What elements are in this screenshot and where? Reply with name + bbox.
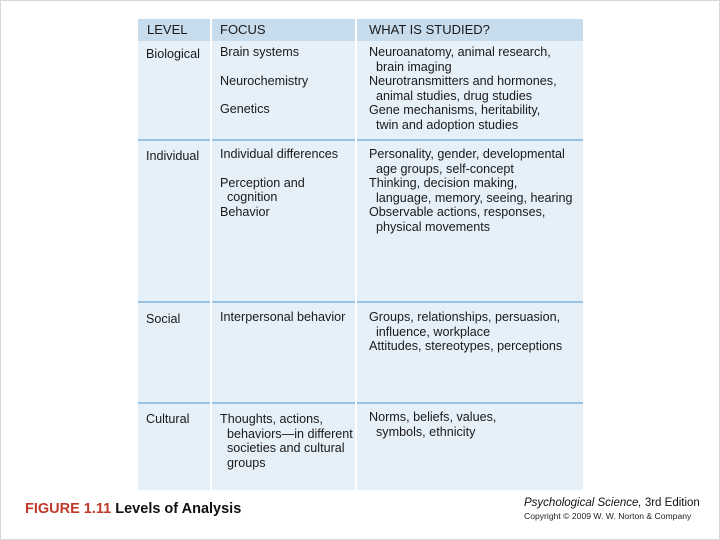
copyright-notice: Copyright © 2009 W. W. Norton & Company [524,511,692,521]
publisher-credit [524,496,700,522]
studied-biological [369,45,557,133]
book-line [524,496,700,510]
row-divider [138,402,583,404]
studied-entry: Attitudes, stereotypes, perceptions [369,339,563,354]
focus-entry: Individual differences [220,147,339,161]
studied-cultural [369,410,496,439]
focus-entry-continued: societies and cultural [227,441,345,456]
focus-social [220,310,345,325]
studied-social [369,310,562,354]
column-divider [210,19,212,490]
focus-entry: Thoughts, actions, [220,412,323,426]
levels-of-analysis-table [138,19,583,490]
figure-caption [25,501,241,517]
level-individual: Individual [146,149,200,163]
focus-individual [220,147,338,219]
studied-entry: Neuroanatomy, animal research, [369,45,551,59]
studied-entry-continued: symbols, ethnicity [376,424,476,439]
header-focus: FOCUS [220,22,266,37]
focus-entry: Behavior [220,204,270,219]
level-social: Social [146,312,181,326]
focus-entry: Brain systems [220,45,300,59]
studied-entry-continued: influence, workplace [376,324,491,339]
row-divider [138,301,583,303]
studied-entry: Personality, gender, developmental [369,147,565,161]
focus-entry: Neurochemistry [220,73,309,88]
header-level: LEVEL [147,22,188,37]
studied-entry-continued: twin and adoption studies [376,117,519,132]
level-biological: Biological [146,47,200,61]
studied-entry-continued: animal studies, drug studies [376,88,533,103]
focus-entry-continued: groups [227,455,266,470]
studied-entry: Observable actions, responses, [369,205,546,220]
focus-entry: Genetics [220,102,270,117]
studied-entry: Thinking, decision making, [369,176,518,191]
studied-entry-continued: brain imaging [376,59,452,74]
book-title: Psychological Science, [524,497,642,509]
level-cultural: Cultural [146,412,190,426]
focus-entry-continued: cognition [227,190,278,205]
studied-entry: Norms, beliefs, values, [369,410,497,424]
figure-title: Levels of Analysis [115,501,242,517]
focus-entry-continued: behaviors—in different [227,426,353,441]
header-what-is-studied: WHAT IS STUDIED? [369,22,490,37]
studied-entry: Neurotransmitters and hormones, [369,74,557,89]
row-divider [138,139,583,141]
studied-entry-continued: physical movements [376,219,491,234]
focus-cultural [220,412,353,470]
studied-individual [369,147,573,235]
table-header-row [138,19,583,41]
studied-entry: Groups, relationships, persuasion, [369,310,561,324]
column-divider [355,19,357,490]
edition: 3rd Edition [644,497,700,509]
focus-entry: Interpersonal behavior [220,310,346,324]
studied-entry: Gene mechanisms, heritability, [369,103,541,118]
studied-entry-continued: age groups, self-concept [376,161,514,176]
figure-number: FIGURE 1.11 [25,501,112,517]
focus-biological [220,45,308,117]
studied-entry-continued: language, memory, seeing, hearing [376,190,573,205]
focus-entry: Perception and [220,175,305,190]
